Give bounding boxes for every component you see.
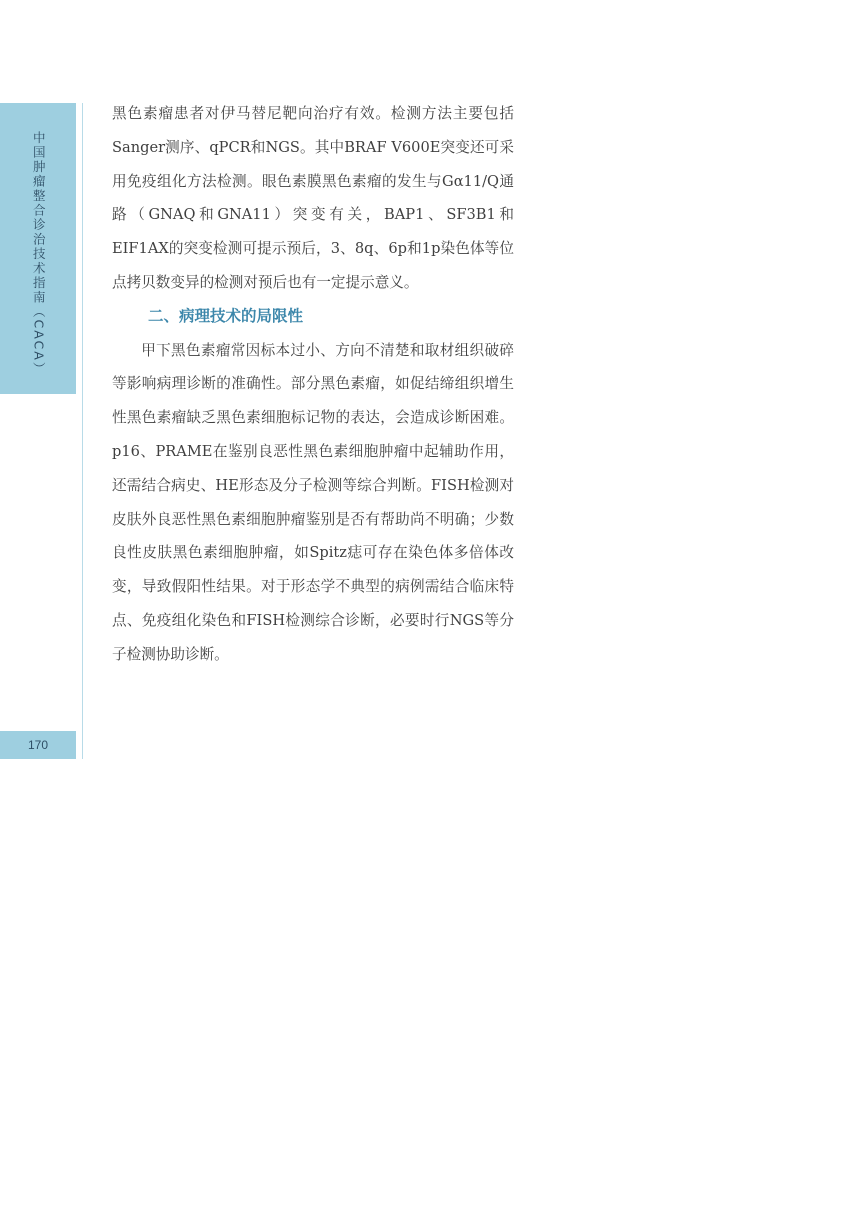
margin-divider-line [82, 103, 83, 759]
page-number-box [0, 731, 76, 759]
page-number: 170 [27, 738, 49, 752]
side-tab [0, 103, 76, 394]
side-tab-title: 中国肿瘤整合诊治技术指南（CACA） [31, 131, 47, 377]
page-content [112, 97, 514, 672]
body-paragraph-2: 甲下黑色素瘤常因标本过小、方向不清楚和取材组织破碎等影响病理诊断的准确性。部分黑色素瘤，如促结缔组织增生性黑色素瘤缺乏黑色素细胞标记物的表达，会造成诊断困难。p16、PRAME在鉴别良恶性黑色素细胞肿瘤中起辅助作用，还需结合病史、HE形态及分子检测等综合判断。FISH检测对皮肤外良恶性黑色素细胞肿瘤鉴别是否有帮助尚不明确；少数良性皮肤黑色素细胞肿瘤，如Spitz痣可存在染色体多倍体改变，导致假阳性结果。对于形态学不典型的病例需结合临床特点、免疫组化染色和FISH检测综合诊断，必要时行NGS等分子检测协助诊断。 [112, 341, 514, 663]
section-heading: 二、病理技术的局限性 [148, 306, 304, 325]
body-paragraph-1: 黑色素瘤患者对伊马替尼靶向治疗有效。检测方法主要包括Sanger测序、qPCR和NGS。其中BRAF V600E突变还可采用免疫组化方法检测。眼色素膜黑色素瘤的发生与Gα11/Q通路（GNAQ和GNA11）突变有关，BAP1、SF3B1和EIF1AX的突变检测可提示预后，3、8q、6p和1p染色体等位点拷贝数变异的检测对预后也有一定提示意义。 [112, 105, 514, 291]
